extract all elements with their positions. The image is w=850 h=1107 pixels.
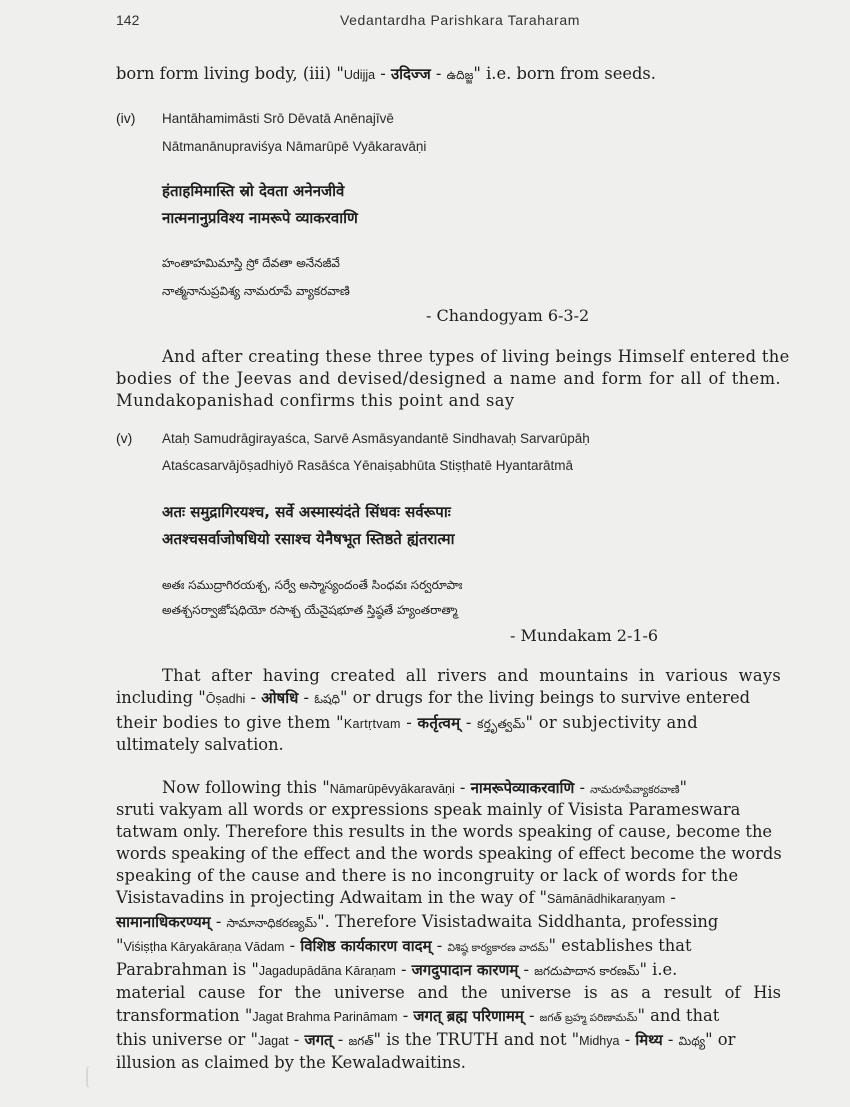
translit: Viśiṣṭha Kāryakāraṇa Vādam	[123, 940, 285, 954]
paragraph-line: Mundakopanishad confirms this point and say	[116, 391, 515, 410]
text: -	[454, 778, 471, 797]
text: Parabrahman is "	[116, 960, 259, 979]
quote-label: (iv)	[116, 110, 136, 126]
paragraph-line	[116, 912, 718, 933]
citation: - Mundakam 2-1-6	[510, 626, 659, 645]
paragraph-line	[116, 713, 698, 734]
text: "	[116, 936, 124, 955]
devanagari-line: अतश्चसर्वाजोषधियो रसाश्च येनैषभूत स्तिष्ठते ह्यंतरात्मा	[162, 530, 455, 548]
text: -	[518, 960, 535, 979]
text: " or subjectivity and	[525, 713, 699, 732]
translit-line: Nātmanānupraviśya Nāmarūpē Vyākaravāṇi	[162, 139, 427, 154]
quote-label: (v)	[116, 430, 133, 446]
translit-line: Ataḥ Samudrāgirayaśca, Sarvē Asmāsyandantē Sindhavaḥ Sarvarūpāḥ	[162, 431, 590, 446]
translit-line: Hantāhamimāsti Srō Dēvatā Anēnajīvē	[162, 111, 394, 126]
telugu-word: మిథ్య	[678, 1034, 706, 1048]
translit: Midhya	[579, 1034, 620, 1048]
translit: Ōṣadhi	[205, 692, 246, 706]
translit: Jagat Brahma Parināmam	[252, 1010, 398, 1024]
telugu-word: ఉదిజ్జ	[446, 68, 474, 82]
paragraph-line: material cause for the universe and the universe is as a result of His	[116, 983, 781, 1002]
paragraph-line	[116, 936, 692, 957]
text: -	[397, 1006, 414, 1025]
text: " is the TRUTH and not "	[373, 1030, 580, 1049]
devanagari-word: जगत्	[304, 1031, 333, 1049]
text: " and that	[637, 1006, 720, 1025]
text: -	[665, 888, 676, 907]
devanagari-word: नामरूपेव्याकरवाणि	[470, 779, 575, 797]
telugu-line: నాత్మనానుప్రవిశ్య నామరూపే వ్యాకరవాణి	[162, 284, 350, 298]
text: -	[460, 713, 478, 732]
text: including "	[116, 688, 206, 707]
text: "	[679, 778, 688, 797]
text: -	[430, 64, 447, 83]
translit: Jagat	[257, 1034, 289, 1048]
top-line	[116, 64, 656, 85]
paragraph-line: tatwam only. Therefore this results in the words speaking of cause, become the	[116, 822, 773, 841]
paragraph-line: words speaking of the effect and the words speaking of effect become the words	[116, 844, 782, 863]
text: -	[431, 936, 448, 955]
telugu-word: కర్తృత్వమ్	[477, 717, 526, 731]
paragraph-line	[116, 1006, 719, 1027]
text: born form living body, (iii) "	[116, 64, 344, 83]
scan-artifact	[86, 1066, 98, 1088]
telugu-word: సామానాధికరణ్యమ్	[226, 916, 318, 930]
running-title: Vedantardha Parishkara Taraharam	[340, 12, 580, 28]
telugu-word: జగదుపాదాన కారణమ్	[534, 964, 640, 978]
devanagari-word: जगदुपादान कारणम्	[411, 961, 519, 979]
text: " i.e.	[639, 960, 678, 979]
text: -	[574, 778, 591, 797]
paragraph-line	[162, 778, 687, 799]
telugu-word: విశిష్ఠ కార్యకారణ వాదమ్	[447, 942, 549, 954]
translit-line: Ataścasarvājōṣadhiyō Rasāśca Yēnaiṣabhūta Stiṣṭhatē Hyantarātmā	[162, 458, 573, 473]
devanagari-word: कर्तृत्वम्	[417, 714, 461, 732]
telugu-word: నామరూపేవ్యాకరవాణి	[590, 784, 680, 796]
text: -	[395, 960, 412, 979]
telugu-line: అతశ్చసర్వాజోషధియో రసాశ్చ యేనైషభూత స్తిష్ఠతే హ్యంతరాత్మా	[162, 603, 458, 617]
devanagari-word: ओषधि	[261, 689, 299, 707]
text: -	[332, 1030, 349, 1049]
devanagari-word: विशिष्ठ कार्यकारण वादम्	[300, 937, 432, 955]
text: -	[284, 936, 301, 955]
text: -	[662, 1030, 679, 1049]
text: " or drugs for the living beings to survive entered	[340, 688, 750, 707]
page-header	[116, 12, 790, 32]
devanagari-word: जगत् ब्रह्म परिणामम्	[413, 1007, 524, 1025]
paragraph-line: bodies of the Jeevas and devised/designed a name and form for all of them.	[116, 369, 781, 388]
text: -	[619, 1030, 636, 1049]
text: Visistavadins in projecting Adwaitam in the way of "	[116, 888, 548, 907]
devanagari-word: उदिज्ज	[390, 65, 431, 83]
devanagari-line: अतः समुद्रागिरयश्च, सर्वे अस्मास्यंदंते सिंधवः सर्वरूपाः	[162, 503, 451, 521]
telugu-word: జగత్	[348, 1034, 374, 1048]
paragraph-line: And after creating these three types of living beings Himself entered the	[162, 347, 790, 366]
telugu-word: జగత్ బ్రహ్మ పరిణామమ్	[539, 1012, 638, 1024]
citation: - Chandogyam 6-3-2	[426, 306, 590, 325]
text: -	[245, 688, 262, 707]
text: -	[523, 1006, 540, 1025]
text: -	[400, 713, 418, 732]
translit: Udijja	[343, 68, 376, 82]
text: their bodies to give them "	[116, 713, 344, 732]
text: -	[210, 912, 227, 931]
paragraph-line	[116, 1030, 735, 1051]
text: -	[375, 64, 391, 83]
text: this universe or "	[116, 1030, 258, 1049]
paragraph-line	[116, 888, 676, 907]
text: -	[298, 688, 315, 707]
translit: Jagadupādāna Kāraṇam	[258, 964, 396, 978]
paragraph-line: ultimately salvation.	[116, 735, 284, 754]
text: " or	[705, 1030, 736, 1049]
translit: Nāmarūpēvyākaravāṇi	[329, 782, 455, 796]
translit: Sāmānādhikaraṇyam	[547, 892, 666, 906]
text: ". Therefore Visistadwaita Siddhanta, professing	[317, 912, 719, 931]
text: -	[288, 1030, 305, 1049]
paragraph-line	[116, 688, 750, 709]
telugu-line: అతః సముద్రాగిరయశ్చ, సర్వే అస్మాస్యందంతే సింధవః సర్వరూపాః	[162, 578, 463, 592]
text: " i.e. born from seeds.	[473, 64, 656, 83]
text: Now following this "	[162, 778, 330, 797]
devanagari-line: नात्मनानुप्रविश्य नामरूपे व्याकरवाणि	[162, 209, 358, 227]
telugu-word: ఓషధి	[314, 692, 340, 706]
devanagari-line: हंताहमिमास्ति स्रो देवता अनेनजीवे	[162, 182, 345, 200]
paragraph-line	[116, 960, 677, 981]
translit: Kartṛtvam	[343, 717, 401, 731]
page-number: 142	[116, 12, 140, 28]
telugu-line: హంతాహమిమాస్తి స్రో దేవతా అనేనజీవే	[162, 256, 340, 270]
paragraph-line: That after having created all rivers and mountains in various ways	[162, 666, 781, 685]
paragraph-line: illusion as claimed by the Kewaladwaitins.	[116, 1053, 466, 1072]
devanagari-word: सामानाधिकरण्यम्	[116, 913, 211, 931]
paragraph-line: speaking of the cause and there is no incongruity or lack of words for the	[116, 866, 739, 885]
paragraph-line: sruti vakyam all words or expressions speak mainly of Visista Parameswara	[116, 800, 741, 819]
devanagari-word: मिथ्य	[635, 1031, 663, 1049]
text: " establishes that	[548, 936, 692, 955]
text: transformation "	[116, 1006, 253, 1025]
